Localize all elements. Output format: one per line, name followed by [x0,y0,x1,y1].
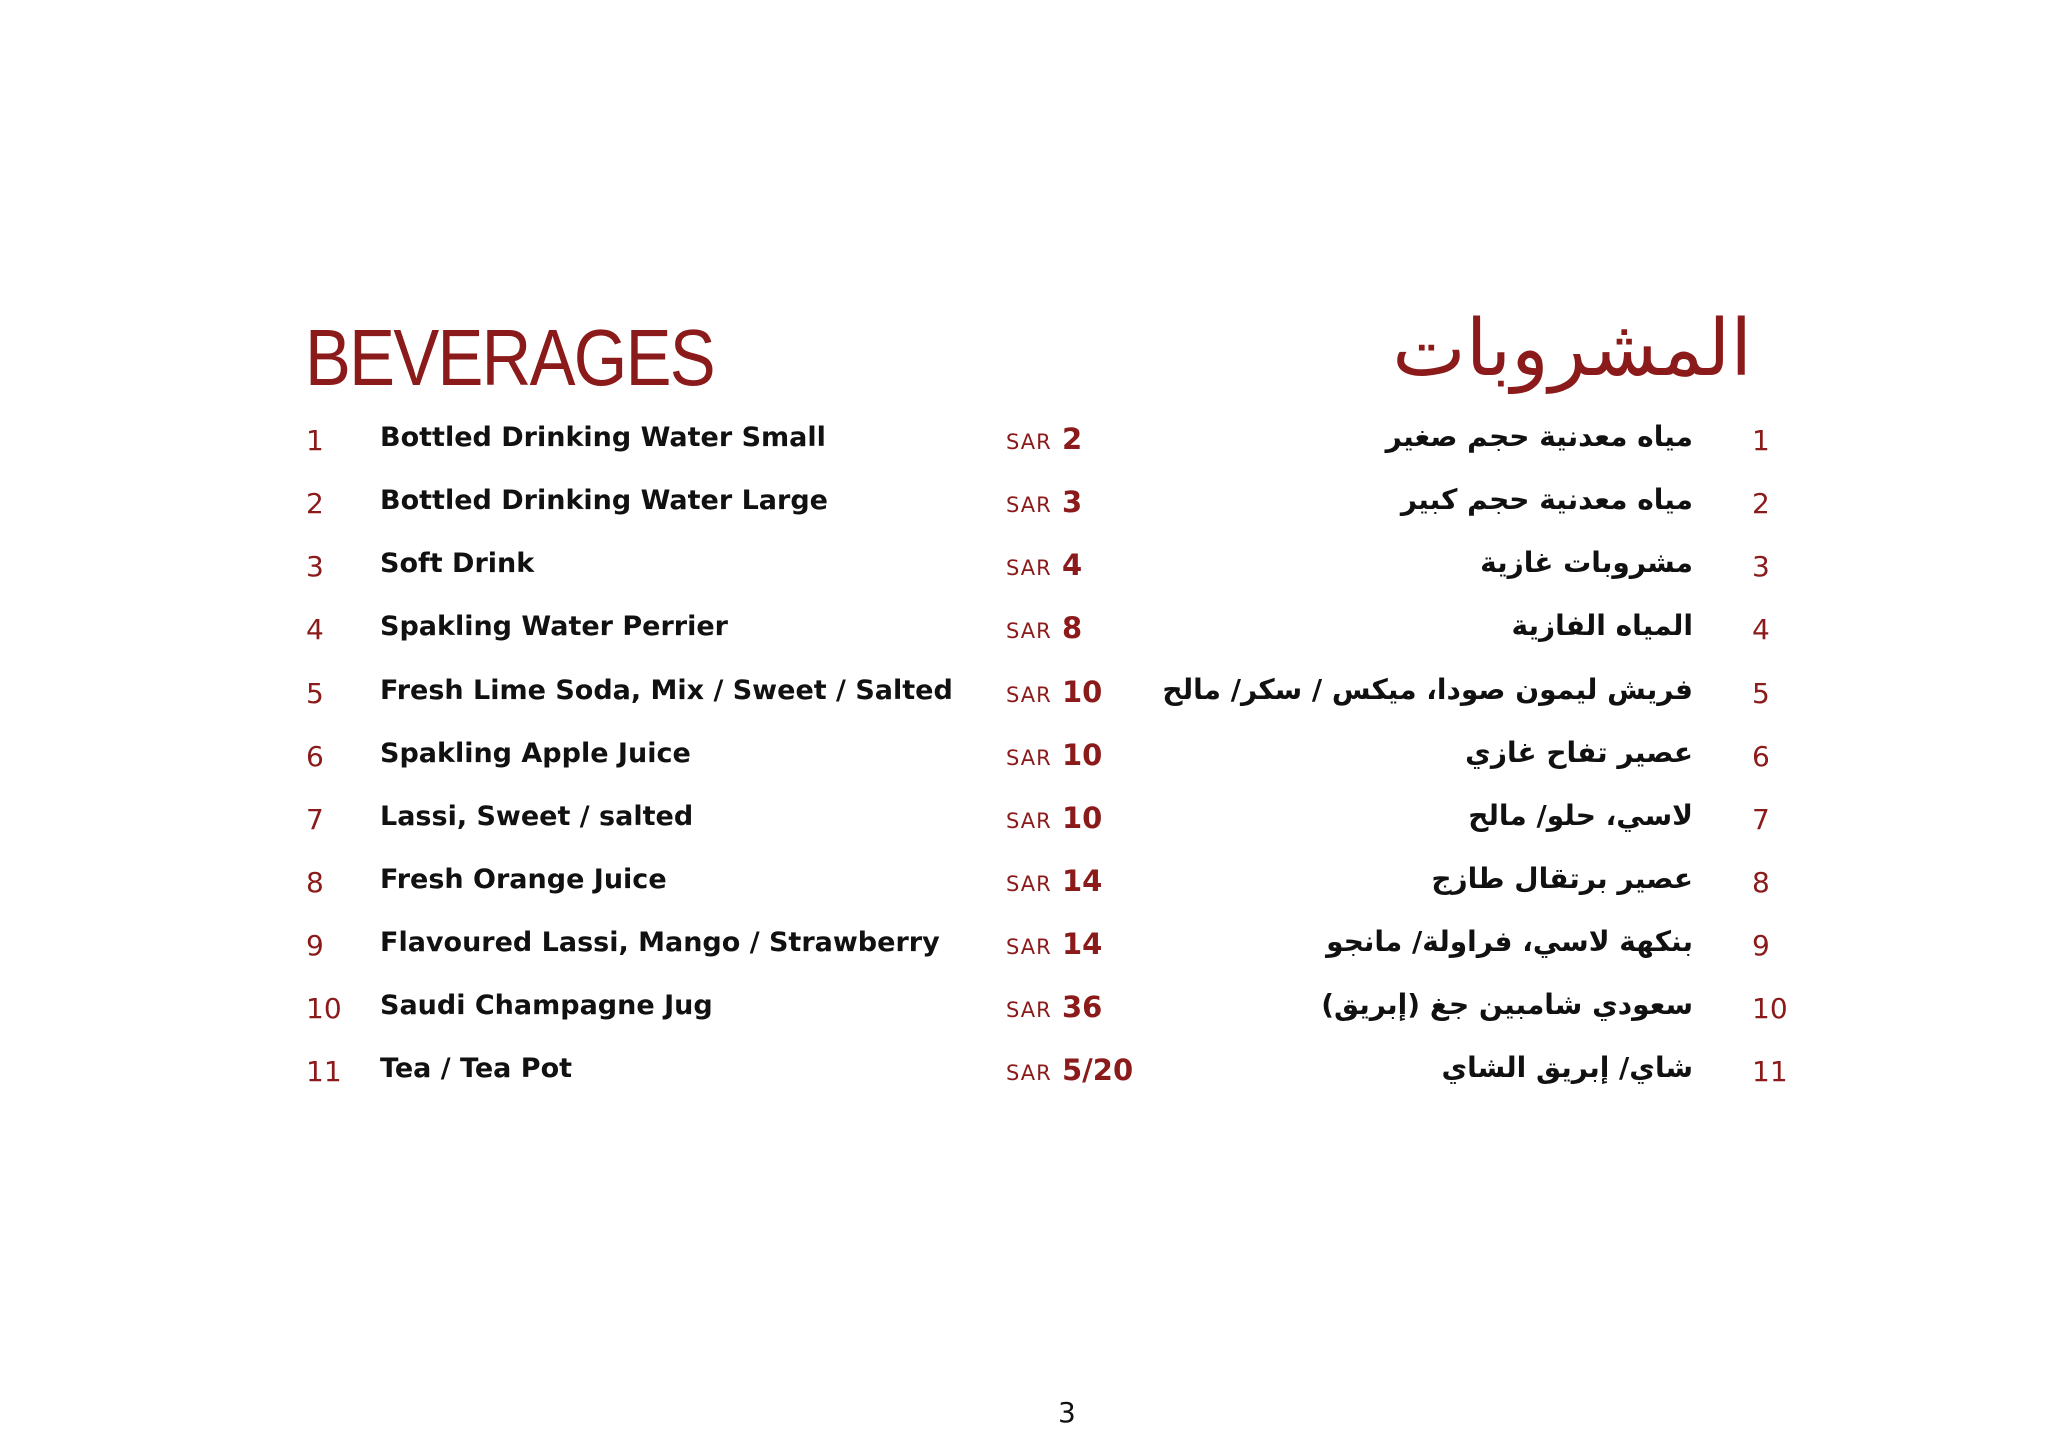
item-price: 10 [1062,738,1103,772]
item-number-en: 9 [306,929,324,962]
item-name-ar: فريش ليمون صودا، ميكس / سكر/ مالح [1162,673,1693,706]
currency-label: SAR [1006,493,1052,517]
item-name-en: Flavoured Lassi, Mango / Strawberry [380,927,940,958]
item-name-ar: المياه الفازية [1511,609,1693,642]
item-number-ar: 3 [1752,550,1770,583]
item-price: 3 [1062,485,1083,519]
item-number-en: 1 [306,424,324,457]
item-price: 10 [1062,675,1103,709]
item-name-en: Tea / Tea Pot [380,1053,573,1084]
item-price: 10 [1062,801,1103,835]
currency-label: SAR [1006,998,1052,1022]
item-price: 8 [1062,611,1083,645]
item-name-ar: سعودي شامبين جغ (إبريق) [1321,988,1693,1021]
item-price: 14 [1062,864,1103,898]
item-number-ar: 4 [1752,613,1770,646]
currency-label: SAR [1006,1061,1052,1085]
item-price: 36 [1062,990,1103,1024]
currency-label: SAR [1006,683,1052,707]
item-name-ar: بنكهة لاسي، فراولة/ مانجو [1326,925,1693,958]
currency-label: SAR [1006,430,1052,454]
item-number-ar: 1 [1752,424,1770,457]
item-number-ar: 5 [1752,677,1770,710]
menu-item-row [0,544,2048,594]
menu-title-arabic: المشروبات [1392,304,1752,394]
item-number-en: 4 [306,613,324,646]
item-number-en: 5 [306,677,324,710]
item-name-en: Spakling Water Perrier [380,611,728,642]
currency-label: SAR [1006,556,1052,580]
item-name-ar: لاسي، حلو/ مالح [1468,799,1693,832]
item-name-ar: مياه معدنية حجم كبير [1400,483,1693,516]
item-number-en: 10 [306,992,342,1025]
item-name-en: Fresh Lime Soda, Mix / Sweet / Salted [380,675,953,706]
item-number-ar: 7 [1752,803,1770,836]
menu-item-row [0,481,2048,531]
item-name-en: Saudi Champagne Jug [380,990,713,1021]
item-number-en: 8 [306,866,324,899]
item-number-en: 2 [306,487,324,520]
item-number-en: 7 [306,803,324,836]
menu-item-row [0,923,2048,973]
item-price: 5/20 [1062,1053,1134,1087]
menu-item-row [0,986,2048,1036]
item-number-ar: 6 [1752,740,1770,773]
currency-label: SAR [1006,746,1052,770]
currency-label: SAR [1006,619,1052,643]
item-name-ar: شاي/ إبريق الشاي [1441,1051,1693,1084]
item-price: 4 [1062,548,1083,582]
item-name-en: Spakling Apple Juice [380,738,691,769]
menu-item-row [0,418,2048,468]
item-name-en: Lassi, Sweet / salted [380,801,694,832]
page-number: 3 [1058,1396,1076,1429]
item-name-en: Fresh Orange Juice [380,864,667,895]
menu-item-row [0,734,2048,784]
item-name-en: Soft Drink [380,548,535,579]
item-number-en: 3 [306,550,324,583]
currency-label: SAR [1006,872,1052,896]
menu-item-row [0,671,2048,721]
item-number-ar: 10 [1752,992,1788,1025]
item-name-en: Bottled Drinking Water Small [380,422,826,453]
item-price: 2 [1062,422,1083,456]
menu-item-row [0,607,2048,657]
item-name-ar: عصير برتقال طازج [1431,862,1693,895]
currency-label: SAR [1006,935,1052,959]
item-name-ar: مياه معدنية حجم صغير [1385,420,1693,453]
item-name-ar: عصير تفاح غازي [1465,736,1693,769]
item-name-ar: مشروبات غازية [1480,546,1693,579]
item-number-ar: 11 [1752,1055,1788,1088]
item-name-en: Bottled Drinking Water Large [380,485,828,516]
menu-item-row [0,1049,2048,1099]
currency-label: SAR [1006,809,1052,833]
item-number-ar: 8 [1752,866,1770,899]
item-number-en: 6 [306,740,324,773]
item-number-ar: 2 [1752,487,1770,520]
item-price: 14 [1062,927,1103,961]
menu-item-row [0,797,2048,847]
item-number-en: 11 [306,1055,342,1088]
menu-item-row [0,860,2048,910]
item-number-ar: 9 [1752,929,1770,962]
menu-title-english: BEVERAGES [305,313,714,402]
